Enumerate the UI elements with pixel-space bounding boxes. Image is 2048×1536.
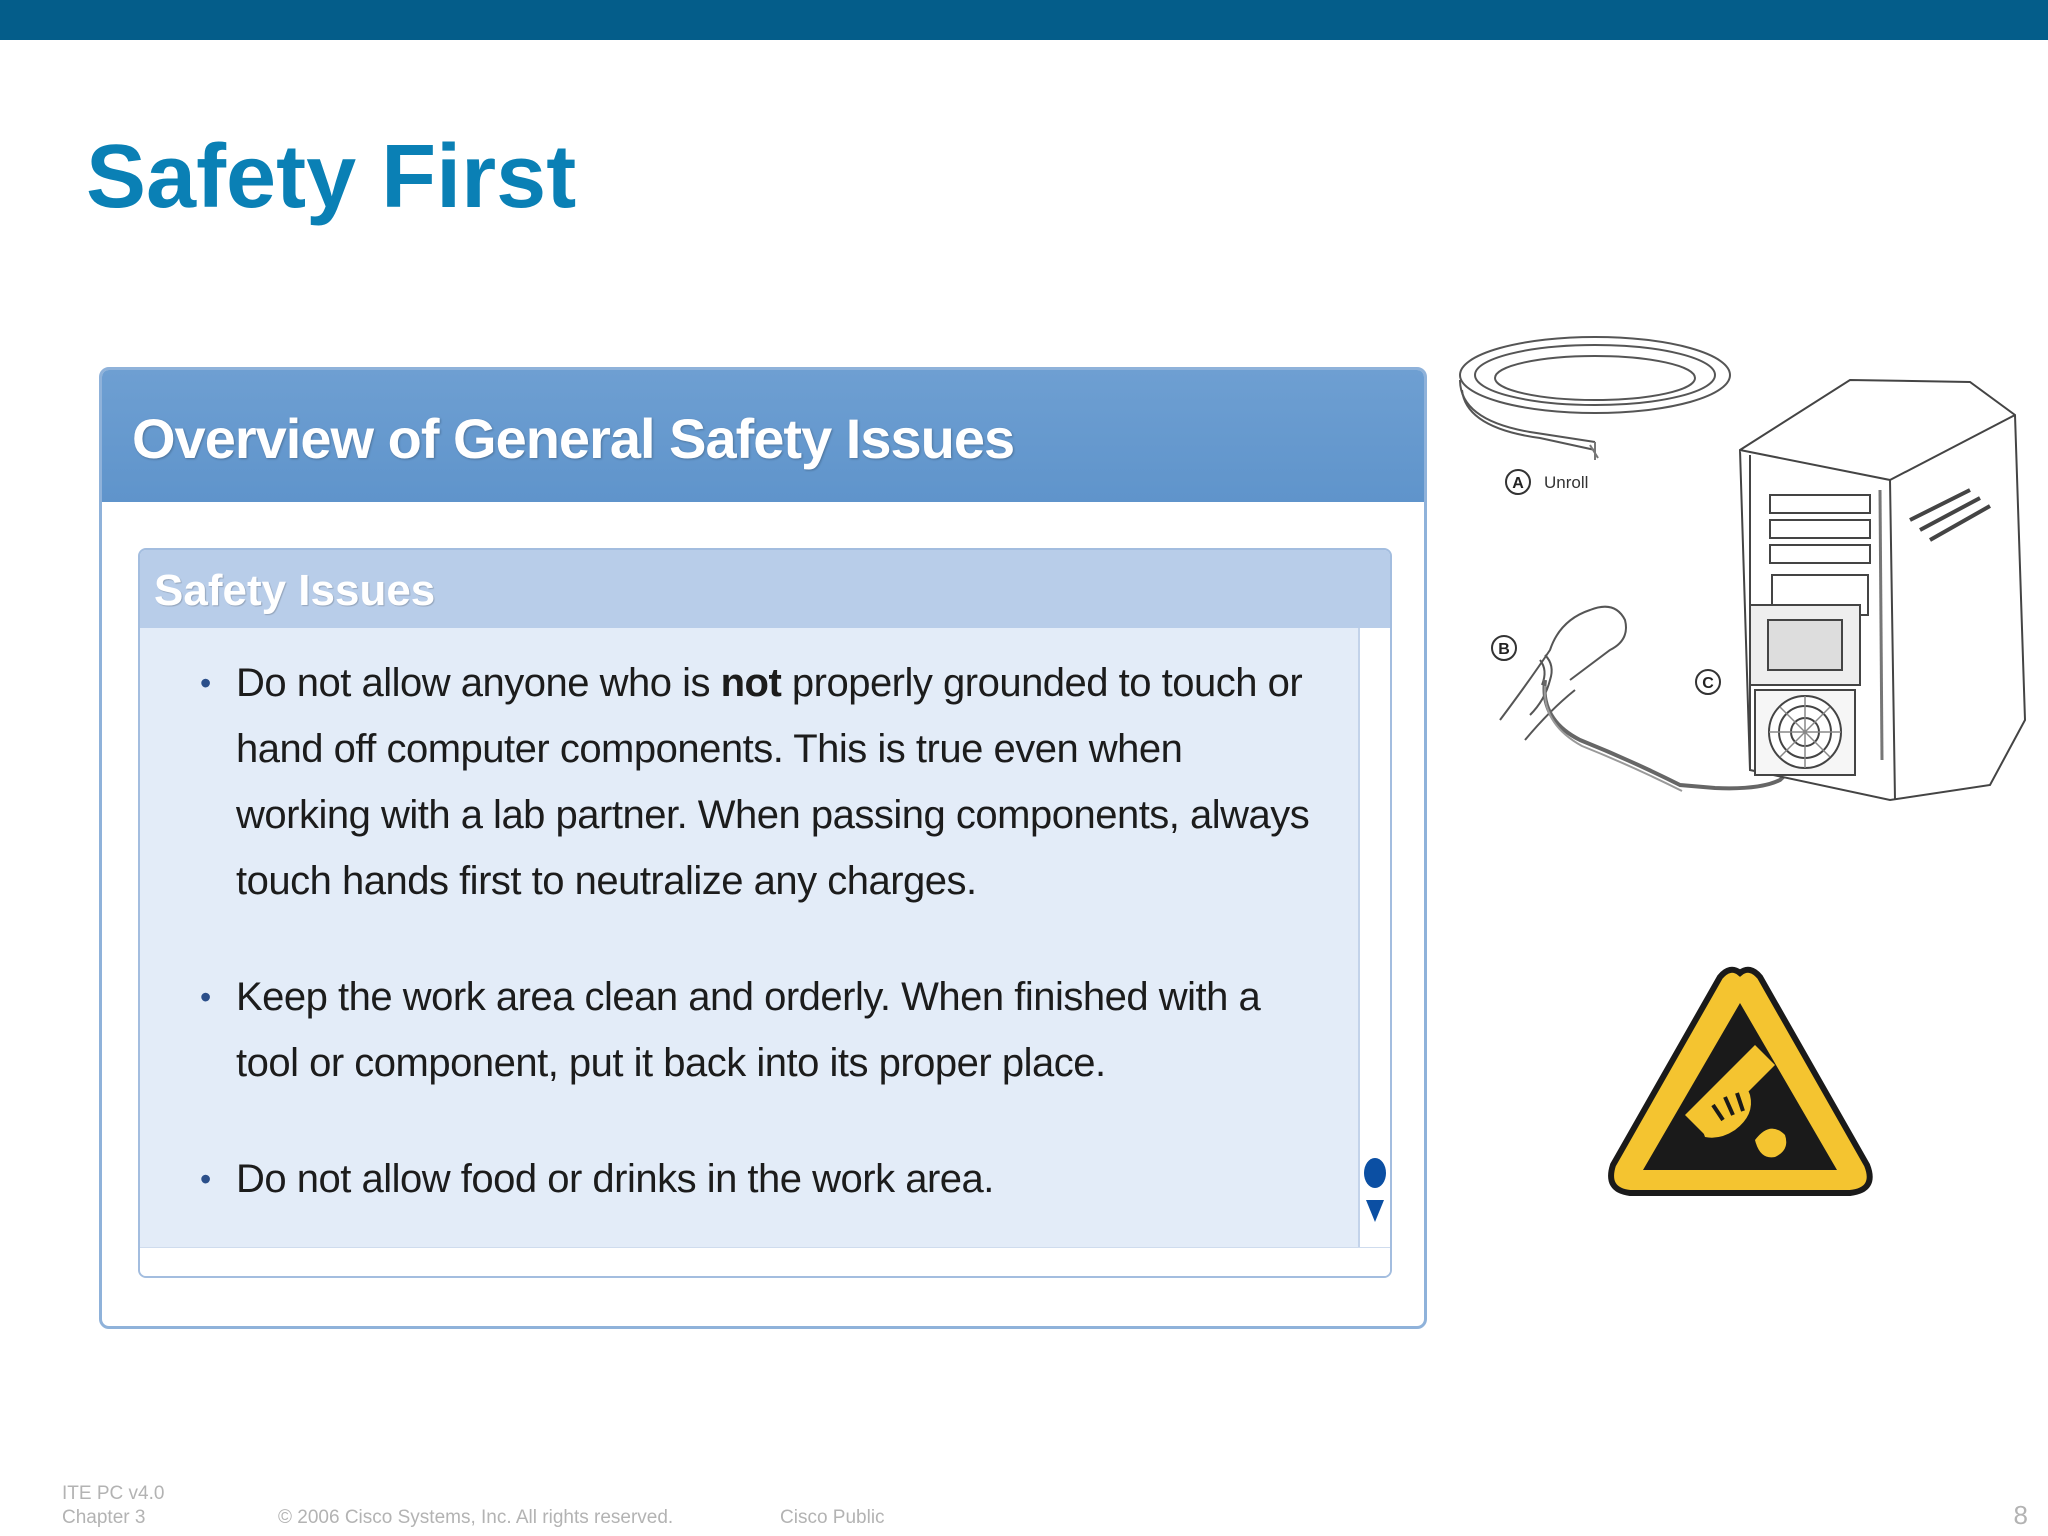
svg-text:A: A — [1512, 475, 1524, 492]
list-item — [200, 650, 1310, 914]
footer-classification: Cisco Public — [780, 1507, 885, 1528]
svg-text:C: C — [1702, 675, 1714, 692]
wrist-strap-illustration — [1450, 320, 2040, 810]
panel-header — [102, 370, 1424, 502]
list-item — [200, 964, 1310, 1096]
bullet-text: Do not allow food or drinks in the work area. — [236, 1157, 994, 1201]
unroll-label: Unroll — [1544, 473, 1589, 492]
safety-overview-panel — [99, 367, 1427, 1329]
esd-warning-icon — [1605, 965, 1875, 1205]
panel-title: Overview of General Safety Issues — [132, 407, 1015, 470]
safety-issues-box — [138, 548, 1392, 1278]
footer-chapter: Chapter 3 — [62, 1507, 146, 1528]
label-b — [1492, 636, 1516, 660]
computer-tower-icon — [1740, 380, 2025, 800]
slide-title: Safety First — [86, 127, 577, 227]
footer-copyright: © 2006 Cisco Systems, Inc. All rights reserved. — [278, 1507, 674, 1528]
scroll-down-arrow-icon[interactable] — [1366, 1200, 1384, 1222]
bullet-text: Keep the work area clean and orderly. When finished with a tool or component, put it back into its proper place. — [236, 975, 1261, 1085]
bullet-emphasis: not — [720, 661, 782, 705]
bullet-text-end: properly grounded to touch or hand off computer components. This is true even when working with a lab partner. When passing components, always touch hands first to neutralize any charges. — [236, 661, 1310, 903]
scroll-thumb[interactable] — [1364, 1158, 1386, 1188]
label-a — [1506, 470, 1588, 494]
label-c — [1696, 670, 1720, 694]
inner-box-bottom — [140, 1247, 1390, 1276]
safety-issues-list — [200, 650, 1310, 1212]
scrollbar[interactable] — [1358, 628, 1390, 1278]
safety-issues-header — [140, 550, 1390, 628]
bullet-text-start: Do not allow anyone who is — [236, 661, 721, 705]
footer-course: ITE PC v4.0 — [62, 1483, 165, 1504]
safety-issues-title: Safety Issues — [154, 566, 436, 615]
list-item — [200, 1146, 1310, 1212]
svg-text:B: B — [1498, 641, 1510, 658]
page-number: 8 — [2013, 1500, 2028, 1530]
top-bar — [0, 0, 2048, 40]
